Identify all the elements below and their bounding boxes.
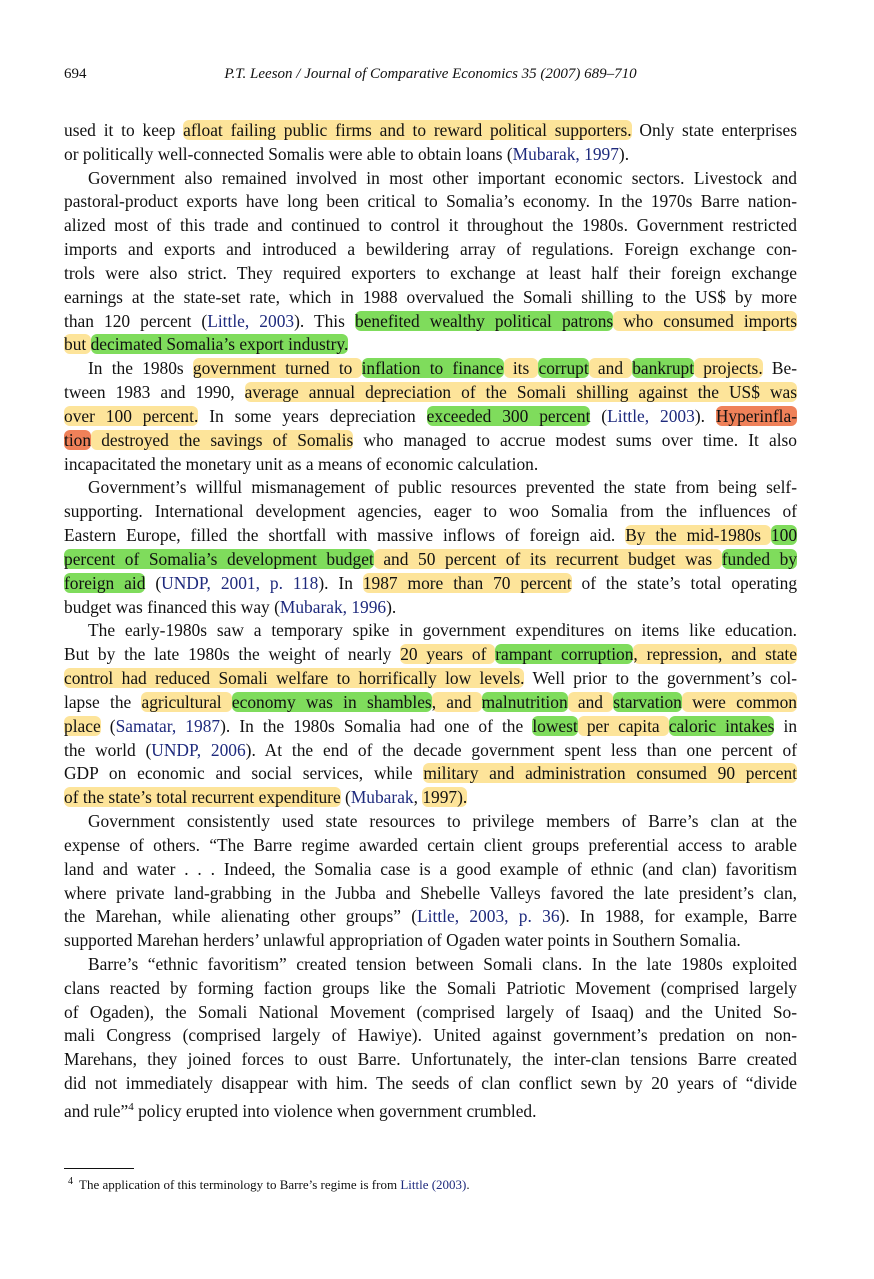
citation-link[interactable]: Little, 2003 (207, 310, 295, 331)
text-line (64, 929, 797, 953)
highlight-yellow: 1997). (422, 787, 468, 808)
text: ). At the end of the decade government spent less than one percent of (245, 739, 797, 760)
text: lapse the (64, 691, 142, 712)
text-line (64, 238, 797, 262)
text-line (64, 619, 797, 643)
text-line (64, 333, 797, 357)
text-line (64, 310, 797, 334)
highlight-yellow: but (64, 334, 91, 355)
footnote-ref[interactable]: 4 (128, 1100, 134, 1113)
text-line (64, 214, 797, 238)
text: used it to keep (64, 120, 184, 140)
highlight-green: caloric intakes (668, 715, 775, 736)
highlight-yellow: per capita (577, 715, 669, 736)
highlight-yellow: destroyed the savings of Somalis (91, 429, 354, 450)
text-line (64, 548, 797, 572)
text: Barre’s “ethnic favoritism” created tension between Somali clans. In the late 1980s exploited (88, 953, 797, 974)
text: where private land-grabbing in the Jubba and Shebelle Valleys favored the late president’s clan, (64, 882, 797, 903)
text: The early-1980s saw a temporary spike in government expenditures on items like education. (88, 620, 797, 641)
text-line (64, 905, 797, 929)
text: pastoral-product exports have long been critical to Somalia’s economy. In the 1970s Barre nation- (64, 191, 797, 212)
text: imports and exports and introduced a bewildering array of regulations. Foreign exchange con- (64, 239, 797, 260)
footnote (64, 1176, 470, 1193)
text: In some years depreciation (198, 405, 427, 426)
text: of Ogaden), the Somali National Movement (comprised largely of Isaaq) and the United So- (64, 1001, 797, 1022)
text-line (64, 858, 797, 882)
highlight-green: benefited wealthy political patrons (355, 310, 614, 331)
text-line (64, 691, 797, 715)
highlight-green: foreign aid (64, 572, 146, 593)
text: clans reacted by forming faction groups like the Somali Patriotic Movement (comprised largely (64, 977, 797, 998)
text-line (64, 1096, 797, 1120)
text: than 120 percent ( (64, 310, 208, 331)
highlight-green: rampant corruption (495, 644, 634, 665)
text-line (64, 500, 797, 524)
highlight-green: starvation (613, 691, 682, 712)
highlight-red: tion (64, 429, 92, 450)
text-line (64, 167, 797, 191)
text-line (64, 405, 797, 429)
citation-link[interactable]: UNDP, 2006 (151, 739, 246, 760)
text: Marehans, they joined forces to oust Barre. Unfortunately, the inter-clan tensions Barre created (64, 1049, 797, 1070)
highlight-yellow: over 100 percent. (64, 405, 199, 426)
text: or politically well-connected Somalis were able to obtain loans ( (64, 143, 513, 164)
body-text (64, 119, 797, 1120)
highlight-green: exceeded 300 percent (426, 405, 591, 426)
highlight-yellow: , and (431, 691, 482, 712)
citation-link[interactable]: Mubarak (350, 787, 414, 808)
highlight-yellow: government turned to (192, 358, 362, 379)
text-line (64, 882, 797, 906)
text-line (64, 572, 797, 596)
text-line (64, 786, 797, 810)
text: in (774, 715, 798, 736)
citation-link[interactable]: Mubarak, 1997 (512, 143, 619, 164)
text-line (64, 190, 797, 214)
text-line (64, 739, 797, 763)
highlight-yellow: 1987 more than 70 percent (362, 572, 572, 593)
highlight-yellow: average annual depreciation of the Somali shilling against the US$ was (244, 382, 797, 403)
highlight-green: lowest (532, 715, 578, 736)
citation-link[interactable]: Mubarak, 1996 (279, 596, 387, 617)
text: Be- (762, 358, 797, 379)
highlight-green: economy was in shambles (231, 691, 432, 712)
text: GDP on economic and social services, while (64, 763, 424, 784)
highlight-green: funded by (721, 548, 798, 569)
text-line (64, 524, 797, 548)
text-line (64, 453, 797, 477)
text-line (64, 810, 797, 834)
text: ( (340, 787, 351, 808)
text-line (64, 1001, 797, 1025)
highlight-yellow: agricultural (141, 691, 232, 712)
text-line (64, 762, 797, 786)
text: of the state’s total operating (571, 572, 798, 593)
text: did not immediately disappear with him. The seeds of clan conflict sewn by 20 years of “divide (64, 1073, 797, 1094)
text: ). In the 1980s Somalia had one of the (220, 715, 533, 736)
text-line (64, 596, 797, 620)
highlight-yellow: projects. (694, 358, 763, 379)
text-line (64, 977, 797, 1001)
text-line (64, 381, 797, 405)
highlight-green: inflation to finance (361, 358, 504, 379)
text: ( (100, 715, 116, 736)
highlight-green: 100 (770, 525, 798, 546)
highlight-yellow: By the mid-1980s (625, 525, 771, 546)
text: who managed to accrue modest sums over time. It also (353, 429, 797, 450)
text-line (64, 1072, 797, 1096)
text-line (64, 715, 797, 739)
citation-link[interactable]: UNDP, 2001, p. 118 (161, 572, 319, 593)
text-line (64, 357, 797, 381)
text: ). This (294, 310, 355, 331)
text: ). (618, 143, 634, 164)
highlight-green: malnutrition (481, 691, 568, 712)
highlight-yellow: were common (681, 691, 797, 712)
text-line (64, 476, 797, 500)
text-line (64, 643, 797, 667)
highlight-yellow: and (588, 358, 633, 379)
highlight-yellow: 20 years of (400, 644, 496, 665)
text: , (413, 787, 423, 808)
highlight-yellow: afloat failing public firms and to reward political supporters. (183, 120, 632, 140)
text: ( (590, 405, 608, 426)
text: ). In (318, 572, 363, 593)
running-head: P.T. Leeson / Journal of Comparative Economics 35 (2007) 689–710 (224, 66, 637, 82)
text: Only state enterprises (631, 120, 797, 140)
text: the world ( (64, 739, 152, 760)
highlight-green: corrupt (538, 358, 589, 379)
highlight-yellow: of the state’s total recurrent expenditure (64, 787, 341, 808)
text-line (64, 953, 797, 977)
footnote-number: 4 (68, 1176, 73, 1187)
highlight-green: decimated Somalia’s export industry. (90, 334, 349, 355)
text-line (64, 262, 797, 286)
text: Government also remained involved in most other important economic sectors. Livestock and (88, 167, 797, 188)
text: ). (386, 596, 397, 617)
text-line (64, 119, 797, 143)
text: Government’s willful mismanagement of public resources prevented the state from being self- (88, 477, 797, 498)
text-line (64, 1024, 797, 1048)
text: ). (694, 405, 716, 426)
text: supporting. International development agencies, eager to woo Somalia from the influences of (64, 501, 797, 522)
highlight-red: Hyperinfla- (715, 405, 797, 426)
citation-link[interactable]: Little, 2003, p. 36 (417, 906, 560, 927)
text: incapacitated the monetary unit as a means of economic calculation. (64, 453, 539, 474)
text-line (64, 834, 797, 858)
text: the Marehan, while alienating other groups” ( (64, 906, 418, 927)
highlight-yellow: , repression, and state (633, 644, 797, 665)
text: alized most of this trade and continued to control it throughout the 1980s. Government restricted (64, 215, 797, 236)
text-line (64, 429, 797, 453)
text: But by the late 1980s the weight of nearly (64, 644, 401, 665)
text: ( (145, 572, 162, 593)
highlight-green: percent of Somalia’s development budget (64, 548, 374, 569)
citation-link[interactable]: Samatar, 1987 (115, 715, 221, 736)
highlight-green: bankrupt (632, 358, 695, 379)
text: policy erupted into violence when government crumbled. (133, 1100, 537, 1121)
footnote-end: . (466, 1177, 470, 1192)
text: budget was financed this way ( (64, 596, 280, 617)
highlight-yellow: control had reduced Somali welfare to horrifically low levels. (64, 668, 525, 689)
highlight-yellow: and 50 percent of its recurrent budget was (373, 548, 722, 569)
page-number: 694 (64, 66, 87, 82)
text: Well prior to the government’s col- (524, 668, 798, 689)
text: Government consistently used state resources to privilege members of Barre’s clan at the (88, 811, 797, 832)
highlight-yellow: who consumed imports (613, 310, 797, 331)
highlight-yellow: and (567, 691, 614, 712)
text-line (64, 1048, 797, 1072)
text: In the 1980s (88, 358, 193, 379)
text: and rule” (64, 1100, 129, 1121)
text: land and water . . . Indeed, the Somalia case is a good example of ethnic (and clan) favoritism (64, 858, 797, 879)
text: ). In 1988, for example, Barre (559, 906, 797, 927)
highlight-yellow: its (503, 358, 539, 379)
text: expense of others. “The Barre regime awarded certain client groups preferential access to arable (64, 834, 797, 855)
footnote-divider (64, 1168, 134, 1169)
citation-link[interactable]: Little, 2003 (607, 405, 695, 426)
text-line (64, 667, 797, 691)
text-line (64, 143, 797, 167)
citation-link[interactable]: Little (2003) (400, 1177, 467, 1192)
text: tween 1983 and 1990, (64, 382, 245, 403)
highlight-yellow: place (64, 715, 101, 736)
text: supported Marehan herders’ unlawful appropriation of Ogaden water points in Southern Somalia. (64, 930, 741, 951)
text: earnings at the state-set rate, which in 1988 overvalued the Somali shilling to the US$ by more (64, 286, 797, 307)
footnote-text: The application of this terminology to Barre’s regime is from (79, 1177, 401, 1192)
text: trols were also strict. They required exporters to exchange at least half their foreign exchange (64, 262, 797, 283)
text: mali Congress (comprised largely of Hawiye). United against government’s predation on non- (64, 1025, 797, 1046)
text-line (64, 286, 797, 310)
text: Eastern Europe, filled the shortfall with massive inflows of foreign aid. (64, 525, 626, 546)
highlight-yellow: military and administration consumed 90 percent (423, 763, 797, 784)
